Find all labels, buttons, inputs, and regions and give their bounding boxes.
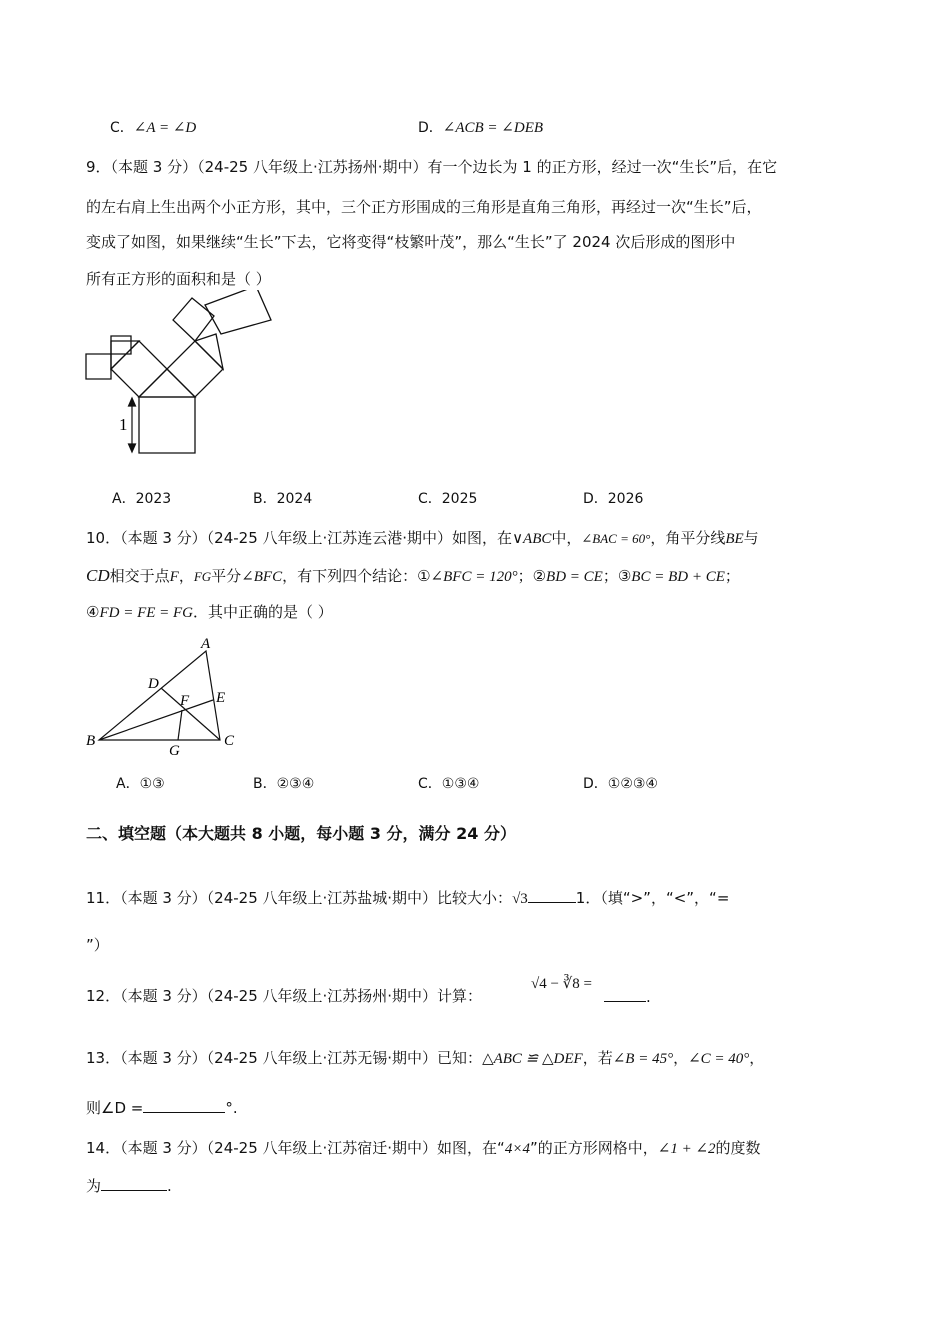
- segment-be: BE: [725, 531, 744, 547]
- text-segment: ，有下列四个结论：①: [282, 567, 431, 585]
- triangle-abc-outline: [99, 651, 220, 740]
- text-segment: .: [167, 1177, 172, 1195]
- q8-option-c: [110, 116, 196, 139]
- q13-line-2: [86, 1096, 238, 1119]
- q13-ask: 则∠D =: [86, 1099, 144, 1117]
- base-triangle: [139, 369, 195, 397]
- q10-line-3: [86, 601, 333, 624]
- q9-option-b: B．2024: [253, 491, 313, 507]
- label-b: B: [86, 733, 96, 749]
- q11-hint: 1．（填“>”，“<”，“=: [575, 889, 730, 907]
- line-cd: [161, 688, 220, 740]
- text-segment: 相交于点: [109, 567, 170, 585]
- option-label: C．: [110, 120, 134, 136]
- conclusion-1: ∠BFC = 120°: [430, 569, 518, 585]
- text-segment: ；③: [602, 567, 632, 585]
- left-small-triangle: [111, 341, 139, 369]
- conclusion-2: BD = CE: [546, 569, 603, 585]
- label-e: E: [216, 690, 226, 706]
- q12-expr: √4 − ∛8 =: [531, 976, 592, 992]
- q9-line-4: 所有正方形的面积和是（ ）: [86, 270, 271, 288]
- q14-line-2: [86, 1174, 172, 1197]
- text-segment: ，角平分线: [650, 529, 726, 547]
- q11-line-1: [86, 886, 729, 910]
- q10-triangle-figure: [84, 633, 244, 761]
- q14-line-1: [86, 1137, 761, 1160]
- text-segment: 的度数: [715, 1139, 761, 1157]
- q12-expression: [531, 972, 592, 995]
- q12-line: [86, 985, 482, 1007]
- q9-option-a: A．2023: [112, 491, 172, 507]
- label-g: G: [169, 743, 180, 759]
- q9-line-3: 变成了如图，如果继续“生长”下去，它将变得“枝繁叶茂”，那么“生长”了 2024 次后形成的图形中: [86, 233, 736, 251]
- q9-option-d: D．2026: [583, 491, 644, 507]
- congruence: △ABC ≌ △DEF: [482, 1051, 583, 1067]
- q14-blank: [101, 1174, 167, 1191]
- left-small-square-1: [86, 354, 111, 379]
- q14-stem: 14．（本题 3 分）（24-25 八年级上·江苏宿迁·期中）如图，在“: [86, 1139, 505, 1157]
- text-segment: ；②: [517, 567, 547, 585]
- q9-line-2: 的左右肩上生出两个小正方形，其中，三个正方形围成的三角形是直角三角形，再经过一次“生长”后，: [86, 198, 762, 216]
- q12-stem: 12．（本题 3 分）（24-25 八年级上·江苏扬州·期中）计算：: [86, 987, 483, 1005]
- text-segment: 平分: [211, 567, 242, 585]
- q13-stem: 13．（本题 3 分）（24-25 八年级上·江苏无锡·期中）已知：: [86, 1049, 483, 1067]
- q13-blank: [143, 1096, 225, 1113]
- text-segment: 与: [743, 529, 759, 547]
- text-segment: ，: [178, 567, 194, 585]
- conclusion-3: BC = BD + CE: [631, 569, 725, 585]
- q12-blank: [604, 985, 646, 1002]
- circled-4: ④: [86, 603, 100, 621]
- q13-line-1: [86, 1047, 764, 1070]
- label-a: A: [201, 636, 211, 652]
- q12-answer: [604, 985, 651, 1008]
- text-segment: ，若: [582, 1049, 613, 1067]
- text-segment: ．其中正确的是（ ）: [193, 603, 333, 621]
- text-segment: °.: [225, 1099, 238, 1117]
- q8-option-d: [418, 116, 543, 139]
- q9-line-1: 9．（本题 3 分）（24-25 八年级上·江苏扬州·期中）有一个边长为 1 的正方形，经过一次“生长”后，在它: [86, 158, 778, 176]
- text-segment: 为: [86, 1177, 102, 1195]
- angle-bfc: ∠BFC: [241, 569, 283, 585]
- label-d: D: [148, 676, 159, 692]
- text-segment: .: [646, 988, 651, 1006]
- option-label: D．: [418, 120, 443, 136]
- angle-sum: ∠1 + ∠2: [657, 1141, 716, 1157]
- q10-option-b: B．②③④: [253, 776, 315, 792]
- sqrt-3: √3: [512, 891, 528, 907]
- q11-line-2: ”）: [86, 936, 109, 954]
- label-f: F: [180, 693, 190, 709]
- text-segment: ”的正方形网格中，: [529, 1139, 658, 1157]
- q11-blank: [528, 886, 576, 903]
- q10-option-d: D．①②③④: [583, 776, 658, 792]
- line-fg: [178, 710, 182, 740]
- right-small-triangle: [195, 334, 223, 369]
- line-be: [99, 700, 213, 740]
- text-segment: 中，: [551, 529, 582, 547]
- text-segment: ；: [724, 567, 740, 585]
- angle-c: ∠C = 40°: [688, 1051, 750, 1067]
- segment-cd: CD: [86, 566, 110, 585]
- right-small-square-2: [205, 290, 271, 334]
- section-2-title: 二、填空题（本大题共 8 小题，每小题 3 分，满分 24 分）: [86, 824, 516, 843]
- angle-b: ∠B = 45°: [612, 1051, 674, 1067]
- q9-option-c: C．2025: [418, 491, 478, 507]
- angle-bac: ∠BAC = 60°: [581, 531, 651, 546]
- option-expr: ∠ACB = ∠DEB: [442, 120, 544, 136]
- conclusion-4: FD = FE = FG: [99, 605, 194, 621]
- label-c: C: [224, 733, 235, 749]
- left-mid-square: [111, 341, 167, 397]
- triangle-abc: ∨ABC: [512, 531, 552, 547]
- q10-option-c: C．①③④: [418, 776, 480, 792]
- text-segment: ，: [749, 1049, 765, 1067]
- point-f: F: [169, 569, 179, 585]
- q11-stem: 11．（本题 3 分）（24-25 八年级上·江苏盐城·期中）比较大小：: [86, 889, 513, 907]
- q10-option-a: A．①③: [116, 776, 165, 792]
- q10-line-2: [86, 565, 740, 588]
- option-expr: ∠A = ∠D: [133, 120, 197, 136]
- base-square: [139, 397, 195, 453]
- q10-stem: 10．（本题 3 分）（24-25 八年级上·江苏连云港·期中）如图，在: [86, 529, 513, 547]
- q9-tree-figure: [80, 290, 300, 462]
- dimension-label: 1: [119, 415, 128, 434]
- segment-fg: FG: [193, 569, 212, 584]
- right-mid-square: [167, 341, 223, 397]
- text-segment: ，: [673, 1049, 689, 1067]
- q10-line-1: [86, 527, 759, 550]
- grid-size: 4×4: [504, 1141, 530, 1157]
